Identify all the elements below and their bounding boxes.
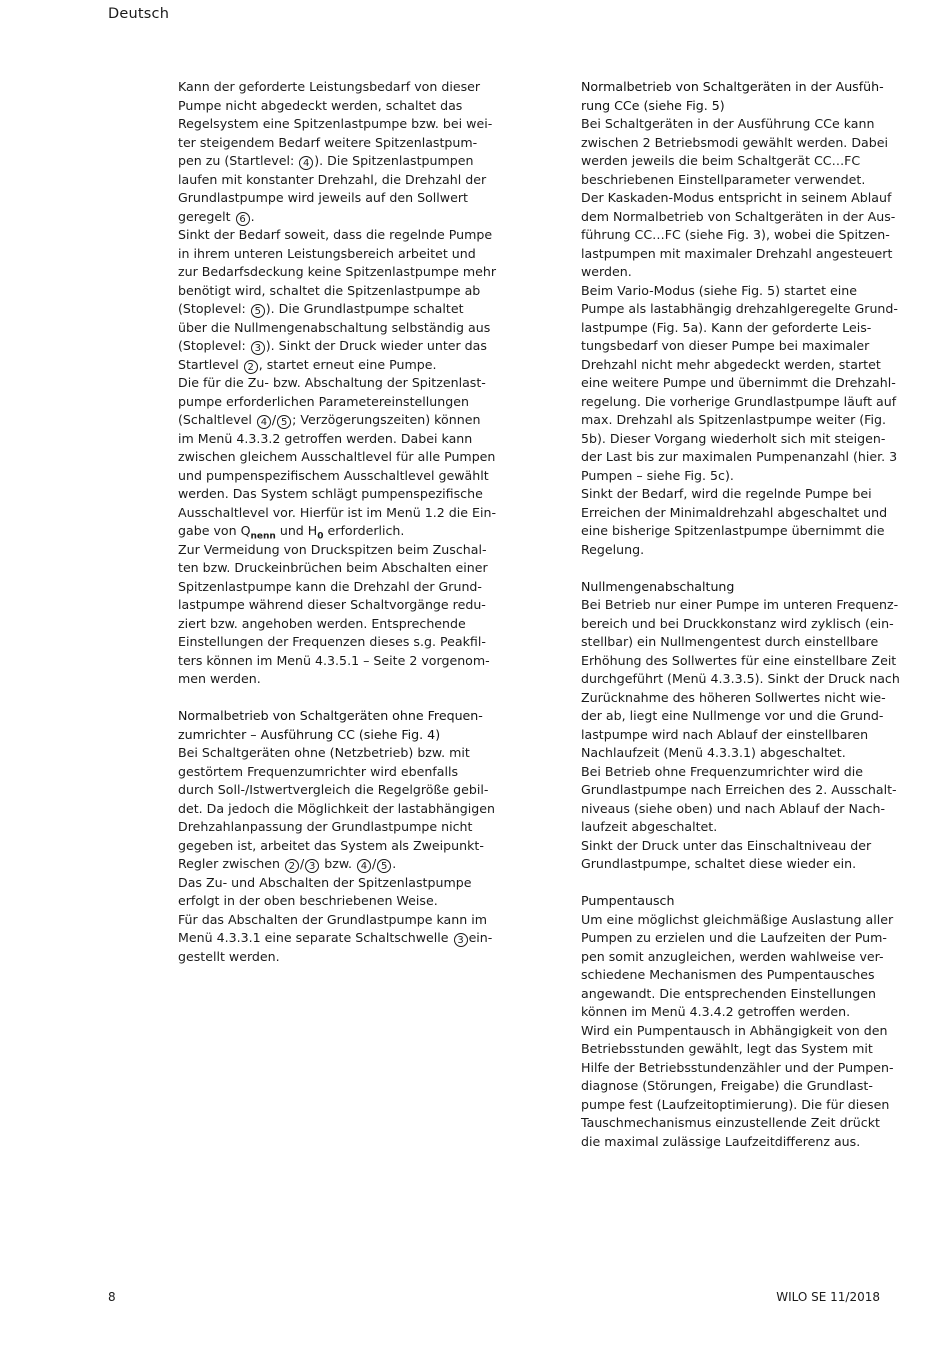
paragraph-spacer [178, 689, 486, 708]
paragraph-spacer [581, 559, 889, 578]
publisher-date: WILO SE 11/2018 [776, 1290, 880, 1304]
text-line: ters können im Menü 4.3.5.1 – Seite 2 vorgenom- [178, 652, 490, 668]
circled-number-5: 5 [277, 415, 291, 429]
header-language: Deutsch [108, 6, 170, 22]
text-fragment: (Stoplevel: [178, 301, 250, 316]
text-fragment: / [299, 856, 305, 871]
circled-number-2: 2 [285, 859, 299, 873]
text-fragment: ein- [468, 930, 493, 945]
section-heading-line: zumrichter – Ausführung CC (siehe Fig. 4) [178, 726, 441, 742]
section-heading-line: Normalbetrieb von Schaltgeräten in der Ausfüh- [581, 79, 884, 94]
text-line: gestörtem Frequenzumrichter wird ebenfalls [178, 763, 459, 779]
text-fragment: Menü 4.3.3.1 eine separate Schaltschwelle [178, 930, 453, 945]
text-line: Bei Schaltgeräten in der Ausführung CCe kann [581, 116, 875, 131]
text-fragment: pen zu (Startlevel: [178, 153, 299, 168]
text-fragment: geregelt [178, 208, 235, 224]
section-heading-line: rung CCe (siehe Fig. 5) [581, 97, 725, 113]
right-column [581, 78, 900, 1151]
circled-number-4: 4 [357, 859, 371, 873]
text-line: Bei Schaltgeräten ohne (Netzbetrieb) bzw. mit [178, 745, 470, 760]
text-line: gestellt werden. [178, 948, 280, 964]
circled-number-4: 4 [257, 415, 271, 429]
text-line: über die Nullmengenabschaltung selbständig aus [178, 319, 491, 335]
text-line: ziert bzw. angehoben werden. Entsprechende [178, 615, 466, 631]
text-line: werden. Das System schlägt pumpenspezifische [178, 486, 483, 501]
text-line: Der Kaskaden-Modus entspricht in seinem Ablauf [581, 190, 892, 205]
circled-number-2: 2 [244, 360, 258, 374]
text-line: führung CC…FC (siehe Fig. 3), wobei die Spitzen- [581, 227, 890, 242]
subscript: 0 [317, 531, 324, 542]
text-fragment: bzw. [320, 856, 356, 871]
circled-number-3: 3 [305, 859, 319, 873]
text-line: Sinkt der Druck unter das Einschaltniveau der [581, 837, 872, 853]
text-line [178, 152, 486, 171]
text-line: können im Menü 4.3.4.2 getroffen werden. [581, 1004, 851, 1019]
text-line: Kann der geforderte Leistungsbedarf von dieser [178, 79, 481, 94]
text-line: Zurücknahme des höheren Sollwertes nicht wie- [581, 689, 886, 705]
text-line: Für das Abschalten der Grundlastpumpe kann im [178, 911, 488, 927]
text-line: ter steigendem Bedarf weitere Spitzenlastpum- [178, 134, 478, 150]
text-line: Das Zu- und Abschalten der Spitzenlastpumpe [178, 874, 472, 890]
text-fragment: , startet erneut eine Pumpe. [258, 356, 437, 372]
text-line: in ihrem unteren Leistungsbereich arbeitet und [178, 245, 476, 261]
text-fragment: . [250, 208, 255, 224]
text-line: Bei Betrieb nur einer Pumpe im unteren Frequenz- [581, 597, 899, 612]
text-line: eine bisherige Spitzenlastpumpe übernimmt die [581, 523, 885, 538]
text-line: Erreichen der Minimaldrehzahl abgeschaltet und [581, 504, 888, 520]
text-line: Sinkt der Bedarf soweit, dass die regelnde Pumpe [178, 227, 493, 242]
text-line: lastpumpe wird nach Ablauf der einstellbaren [581, 726, 869, 742]
text-line: werden. [581, 264, 632, 279]
text-line: Bei Betrieb ohne Frequenzumrichter wird die [581, 763, 864, 779]
text-line: diagnose (Störungen, Freigabe) die Grundlast- [581, 1078, 873, 1093]
text-line: Hilfe der Betriebsstundenzähler und der Pumpen- [581, 1059, 894, 1075]
text-line: Erhöhung des Sollwertes für eine einstellbare Zeit [581, 652, 897, 668]
text-fragment: Startlevel [178, 356, 243, 372]
text-fragment: / [371, 856, 377, 871]
section-heading-line: Nullmengenabschaltung [581, 578, 735, 594]
text-fragment: ; Verzögerungszeiten) können [292, 412, 481, 427]
text-line: zwischen 2 Betriebsmodi gewählt werden. Dabei [581, 134, 888, 150]
text-line: Die für die Zu- bzw. Abschaltung der Spitzenlast- [178, 375, 486, 390]
text-line: Wird ein Pumpentausch in Abhängigkeit von den [581, 1022, 888, 1038]
text-line: durchgeführt (Menü 4.3.3.5). Sinkt der Druck nach [581, 671, 900, 686]
text-fragment: (Stoplevel: [178, 338, 250, 353]
text-line: im Menü 4.3.3.2 getroffen werden. Dabei kann [178, 430, 473, 446]
text-line: zur Bedarfsdeckung keine Spitzenlastpumpe mehr [178, 264, 497, 279]
subscript: nenn [250, 531, 276, 542]
text-fragment: ). Sinkt der Druck wieder unter das [265, 338, 487, 353]
text-line: det. Da jedoch die Möglichkeit der lastabhängigen [178, 800, 495, 816]
text-line: der ab, liegt eine Nullmenge vor und die Grund- [581, 708, 884, 723]
text-line [178, 855, 486, 874]
text-line: 5b). Dieser Vorgang wiederholt sich mit steigen- [581, 430, 886, 446]
text-line: niveaus (siehe oben) und nach Ablauf der Nach- [581, 800, 886, 816]
text-line: lastpumpe (Fig. 5a). Kann der geforderte Leis- [581, 319, 872, 335]
text-line: die maximal zulässige Laufzeitdifferenz aus. [581, 1133, 861, 1149]
text-line: der Last bis zur maximalen Pumpenanzahl (hier. 3 [581, 449, 898, 464]
text-fragment: gabe von Q [178, 523, 251, 538]
text-line: werden jeweils die beim Schaltgerät CC…FC [581, 153, 861, 168]
text-line: angewandt. Die entsprechenden Einstellungen [581, 985, 876, 1001]
section-heading-line: Pumpentausch [581, 893, 675, 908]
text-line: stellbar) ein Nullmengentest durch einstellbare [581, 634, 879, 649]
text-line: laufzeit abgeschaltet. [581, 819, 718, 834]
text-line [178, 356, 486, 375]
text-line: eine weitere Pumpe und übernimmt die Drehzahl- [581, 375, 896, 390]
text-line [178, 522, 486, 541]
text-line: regelung. Die vorherige Grundlastpumpe läuft auf [581, 393, 897, 409]
page-number: 8 [108, 1290, 116, 1304]
text-line: Pumpe als lastabhängig drehzahlgeregelte Grund- [581, 301, 898, 316]
text-fragment: / [271, 412, 277, 427]
circled-number-6: 6 [236, 212, 250, 226]
text-fragment: . [392, 856, 397, 871]
text-line: Beim Vario-Modus (siehe Fig. 5) startet eine [581, 282, 857, 298]
text-line: Pumpe nicht abgedeckt werden, schaltet das [178, 97, 463, 113]
circled-number-3: 3 [251, 341, 265, 355]
text-line: Nachlaufzeit (Menü 4.3.3.1) abgeschaltet. [581, 745, 846, 760]
text-line: laufen mit konstanter Drehzahl, die Drehzahl der [178, 171, 487, 187]
text-line [178, 300, 486, 319]
text-line: ten bzw. Druckeinbrüchen beim Abschalten einer [178, 560, 488, 575]
text-fragment: ). Die Grundlastpumpe schaltet [265, 301, 464, 316]
text-line: Um eine möglichst gleichmäßige Auslastung aller [581, 911, 894, 927]
text-line: pen somit anzugleichen, werden wahlweise ver- [581, 948, 884, 964]
text-line: Betriebsstunden gewählt, legt das System mit [581, 1041, 873, 1056]
text-line: Regelung. [581, 541, 645, 557]
circled-number-5: 5 [377, 859, 391, 873]
text-line: Regelsystem eine Spitzenlastpumpe bzw. bei wei- [178, 116, 493, 131]
text-line: und pumpenspezifischem Ausschaltlevel gewählt [178, 467, 489, 483]
text-line: Ausschaltlevel vor. Hierfür ist im Menü 1.2 die Ein- [178, 504, 497, 520]
circled-number-4: 4 [299, 156, 313, 170]
text-fragment: ). Die Spitzenlastpumpen [314, 153, 474, 168]
text-line: Grundlastpumpe nach Erreichen des 2. Ausschalt- [581, 782, 897, 797]
text-line [178, 337, 486, 356]
text-fragment: Regler zwischen [178, 856, 284, 871]
text-line: dem Normalbetrieb von Schaltgeräten in der Aus- [581, 208, 896, 224]
text-line: Grundlastpumpe wird jeweils auf den Sollwert [178, 190, 468, 205]
paragraph-spacer [581, 874, 889, 893]
text-line: Pumpen zu erzielen und die Laufzeiten der Pum- [581, 930, 887, 945]
text-line [178, 411, 486, 430]
text-line: lastpumpen mit maximaler Drehzahl angesteuert [581, 245, 893, 261]
text-line: pumpe erforderlichen Parametereinstellungen [178, 393, 469, 409]
text-line [178, 929, 493, 948]
text-line: max. Drehzahl als Spitzenlastpumpe weiter (Fig. [581, 412, 886, 427]
text-line: Einstellungen der Frequenzen dieses s.g. Peakfil- [178, 634, 486, 649]
text-fragment: und H [275, 523, 318, 538]
text-line: bereich und bei Druckkonstanz wird zyklisch (ein- [581, 615, 894, 631]
text-line: erfolgt in der oben beschriebenen Weise. [178, 893, 438, 908]
text-line: Drehzahlanpassung der Grundlastpumpe nicht [178, 819, 473, 834]
text-line: zwischen gleichem Ausschaltlevel für alle Pumpen [178, 449, 496, 464]
circled-number-5: 5 [251, 304, 265, 318]
left-column [178, 78, 497, 966]
text-fragment: (Schaltlevel [178, 412, 256, 427]
text-line: Zur Vermeidung von Druckspitzen beim Zuschal- [178, 541, 487, 557]
text-line: men werden. [178, 671, 261, 686]
text-line: durch Soll-/Istwertvergleich die Regelgröße gebil- [178, 782, 489, 797]
text-line: Tauschmechanismus einzustellende Zeit drückt [581, 1115, 880, 1130]
text-line [178, 208, 486, 227]
text-line: tungsbedarf von dieser Pumpe bei maximaler [581, 338, 870, 353]
text-line: Sinkt der Bedarf, wird die regelnde Pumpe bei [581, 486, 872, 501]
text-line: Spitzenlastpumpe kann die Drehzahl der Grund- [178, 578, 482, 594]
text-line: beschriebenen Einstellparameter verwendet. [581, 171, 866, 187]
section-heading-line: Normalbetrieb von Schaltgeräten ohne Frequen- [178, 708, 483, 723]
text-line: Grundlastpumpe, schaltet diese wieder ein. [581, 856, 857, 871]
text-line: gegeben ist, arbeitet das System als Zweipunkt- [178, 837, 484, 853]
text-fragment: erforderlich. [323, 523, 405, 538]
text-line: benötigt wird, schaltet die Spitzenlastpumpe ab [178, 282, 481, 298]
text-line: Drehzahl nicht mehr abgedeckt werden, startet [581, 356, 881, 372]
text-line: pumpe fest (Laufzeitoptimierung). Die für diesen [581, 1096, 890, 1112]
circled-number-3: 3 [454, 933, 468, 947]
text-line: Pumpen – siehe Fig. 5c). [581, 467, 734, 483]
text-line: schiedene Mechanismen des Pumpentausches [581, 967, 875, 982]
text-line: lastpumpe während dieser Schaltvorgänge redu- [178, 597, 486, 612]
